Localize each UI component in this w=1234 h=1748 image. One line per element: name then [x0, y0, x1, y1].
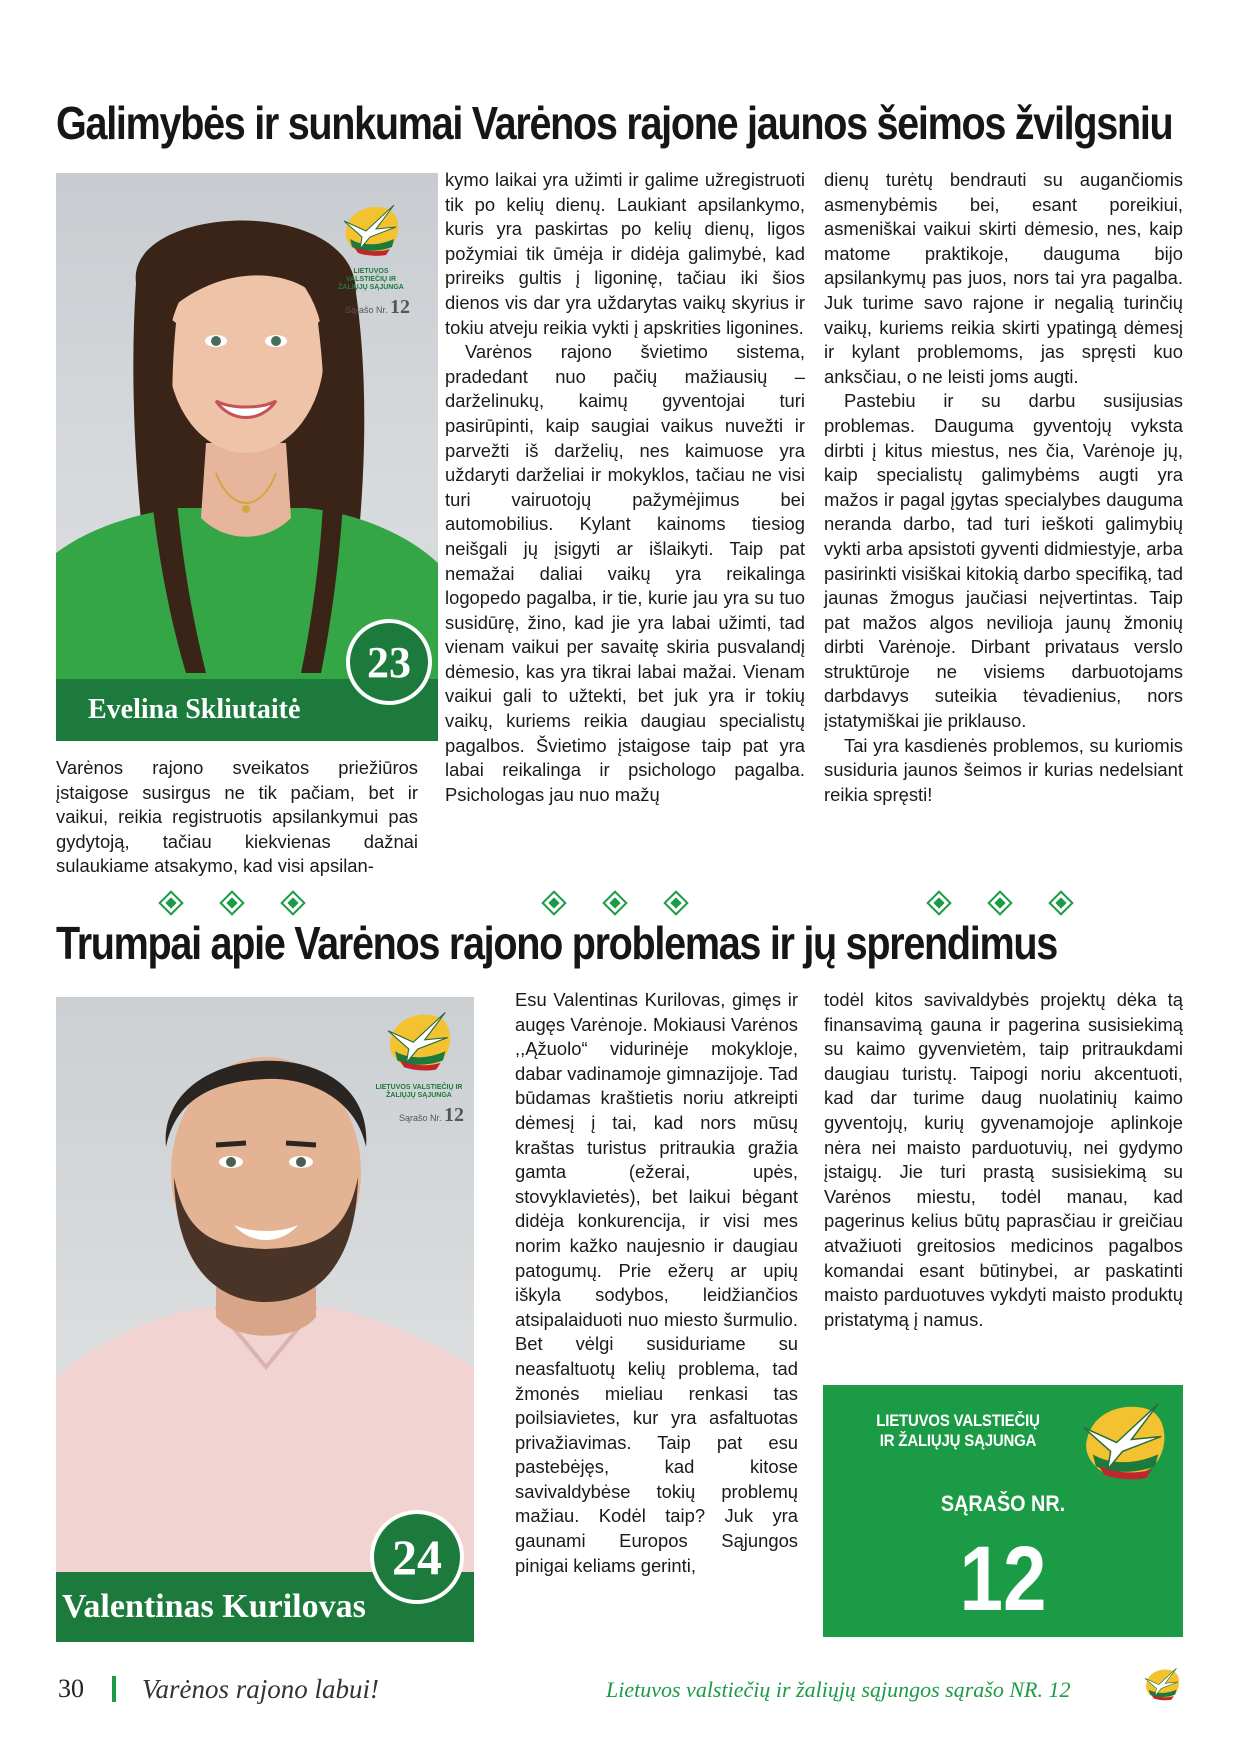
page-number: 30 — [58, 1674, 84, 1703]
stork-logo-icon — [1140, 1664, 1184, 1704]
paragraph: todėl kitos savivaldybės projektų dėka tą finansavimą gauna ir pagerina susisiekimą su kaimo gyvenvietėm, taip pritraukdami daugiau turistų. Taipogi noriu akcentuoti, kad dar turime daug nuolatinių kaimo gyventojų, kurių gyvenamojoje aplinkoje nėra nei maisto parduotuvių, nei gydymo įstaigų. Jie turi prastą susisiekimą su Varėnos miestu, todėl manau, kad pagerinus kelius būtų paprasčiau ir greičiau atvažiuoti greitosios medicinos pagalbos komandai esant būtinybei, ar paskatinti maisto parduotuves vykdyti maisto produktų pristatymą į namus. — [824, 989, 1183, 1330]
candidate-photo-valentinas — [56, 997, 474, 1642]
footer-slogan: Varėnos rajono labui! — [142, 1674, 380, 1704]
ornament-row — [158, 890, 306, 916]
stork-logo-icon — [379, 1005, 459, 1077]
party-list-box — [823, 1385, 1183, 1637]
logo-list-number: Sąrašo Nr. 12 — [344, 296, 410, 318]
headline-2: Trumpai apie Varėnos rajono problemas ir jų sprendimus — [56, 917, 1057, 969]
article1-column-3 — [824, 168, 1183, 807]
paragraph: Pastebiu ir su darbu susijusias problemas. Dauguma gyventojų vyksta dirbti į kitus miestus, nes čia, Varėnoje jų, kaip specialistų galimybėms augti yra mažos ir pagal įgytas specialybes dauguma neranda darbo, tad turi ieškoti galimybių vykti arba apsistoti gyventi didmiestyje, arba pasirinkti visiškai kitokią darbo specifiką, tad jaunas žmogus jaučiasi neįvertintas. Taip pat mažos algos nevilioja jaunų žmonių dirbti Varėnoje. Dirbant privataus verslo struktūroje ne visiems darbuotojams darbdavys suteikia tėvadienius, nors įstatymiškai jie priklauso. — [824, 390, 1183, 732]
diamond-ornament-icon — [663, 890, 689, 916]
party-logo-small — [332, 199, 410, 319]
headline-1: Galimybės ir sunkumai Varėnos rajone jaunos šeimos žvilgsniu — [56, 97, 1173, 149]
diamond-ornament-icon — [926, 890, 952, 916]
logo-list-number: Sąrašo Nr. 12 — [398, 1104, 464, 1126]
candidate-number-badge: 24 — [370, 1510, 464, 1604]
article2-column-2 — [515, 988, 798, 1578]
logo-party-name: LIETUVOS VALSTIEČIŲ IR ŽALIŲJŲ SĄJUNGA — [375, 1084, 463, 1099]
ornament-row — [541, 890, 689, 916]
diamond-ornament-icon — [219, 890, 245, 916]
list-label: SĄRAŠO NR. — [940, 1491, 1066, 1516]
article2-column-3 — [824, 988, 1183, 1332]
diamond-ornament-icon — [602, 890, 628, 916]
party-logo-small — [374, 1005, 464, 1127]
list-number: 12 — [959, 1528, 1047, 1630]
paragraph: kymo laikai yra užimti ir galime užregistruoti tik po kelių dienų. Laukiant apsilankymo, kuris yra paskirtas po kelių dienų, ligos požymiai tik ūmėja ir didėja galimybė, kad prireiks gultis į ligoninę, tačiau iki šios dienos vis dar yra uždarytas vaikų skyrius ir tokiu atveju reikia vykti į apskrities ligonines. — [445, 169, 805, 338]
footer-party-list: Lietuvos valstiečių ir žaliųjų sąjungos sąrašo NR. 12 — [606, 1677, 1071, 1702]
paragraph: Varėnos rajono sveikatos priežiūros įstaigose susirgus ne tik pačiam, bet ir vaikui, reikia registruotis apsilankymui pas gydytoją, tačiau kiekvienas dažnai sulaukiame atsakymo, kad visi apsilan- — [56, 757, 418, 877]
diamond-ornament-icon — [1048, 890, 1074, 916]
diamond-ornament-icon — [987, 890, 1013, 916]
footer-divider — [112, 1676, 116, 1702]
ornament-row — [926, 890, 1074, 916]
article1-column-1 — [56, 756, 418, 879]
stork-logo-icon — [336, 199, 406, 261]
article1-column-2 — [445, 168, 805, 807]
candidate-name: Valentinas Kurilovas — [62, 1588, 366, 1625]
paragraph: dienų turėtų bendrauti su augančiomis asmenybėmis bei, esant poreikiui, asmeniškai vaikui skirti dėmesio, nes, kaip matome praktikoje, dauguma bijo apsilankymų pas juos, nors tai yra pagalba. Juk turime savo rajone ir negalią turinčių vaikų, kuriems reikia skirti ypatingą dėmesį ir kylant problemoms, jas spręsti kuo anksčiau, o ne leisti joms augti. — [824, 169, 1183, 387]
candidate-name: Evelina Skliutaitė — [88, 694, 301, 725]
diamond-ornament-icon — [541, 890, 567, 916]
candidate-number-badge: 23 — [346, 619, 432, 705]
paragraph: Esu Valentinas Kurilovas, gimęs ir augęs Varėnoje. Mokiausi Varėnos ,,Ąžuolo“ vidurinėje mokykloje, dabar vadinamoje gimnazijoje. Tad būdamas kraštietis noriu atkreipti dėmesį į tai, kad nors mūsų kraštas turistus pritraukia gražia gamta (ežerai, upės, stovyklavietės), bet laikui bėgant didėja konkurencija, ir visi mes norim kažko naujesnio ir daugiau patogumų. Prie ežerų ar upių iškyla sodybos, leidžiančios atsipalaiduoti nuo miesto šurmulio. Bet vėlgi susiduriame su neasfaltuotų kelių problema, tad žmonės mieliau renkasi tas poilsiavietes, kur yra asfaltuotas privažiavimas. Taip pat esu pastebėjęs, kad kitose savivaldybėse tokių problemų mažiau. Kodėl taip? Juk yra gaunami Europos Sąjungos pinigai keliams gerinti, — [515, 989, 798, 1576]
diamond-ornament-icon — [280, 890, 306, 916]
logo-party-name: LIETUVOS VALSTIEČIŲ IR ŽALIŲJŲ SĄJUNGA — [338, 268, 404, 291]
stork-logo-icon — [1069, 1395, 1179, 1487]
paragraph: Varėnos rajono švietimo sistema, pradedant nuo pačių mažiausių – darželinukų, kaimų gyventojai turi pasirūpinti, kaip saugiai vaikus nuvežti ir parvežti iš darželių, nes kaimuose yra uždaryti darželiai ir mokyklos, tačiau ne visi turi vairuotojų pažymėjimus bei automobilius. Kylant kainoms tiesiog neišgali jų įsigyti ar išlaikyti. Taip pat nemažai daliai vaikų yra reikalinga logopedo pagalba, ir tie, kurie jau yra su tuo susidūrę, žino, kad jie yra labai užimti, tad vienam vaikui per savaitę skiria pusvalandį dėmesio, kas yra tikrai labai mažai. Vienam vaikui gali to užtekti, bet juk yra ir tokių vaikų, kuriems reikia daugiau specialistų pagalbos. Švietimo įstaigose taip pat yra labai reikalinga ir psichologo pagalba. Psichologas jau nuo mažų — [445, 341, 805, 805]
candidate-photo-evelina — [56, 173, 438, 741]
paragraph: Tai yra kasdienės problemos, su kuriomis susiduria jaunos šeimos ir kurias nedelsiant reikia spręsti! — [824, 734, 1183, 805]
diamond-ornament-icon — [158, 890, 184, 916]
party-name: LIETUVOS VALSTIEČIŲ IR ŽALIŲJŲ SĄJUNGA — [876, 1411, 1040, 1450]
